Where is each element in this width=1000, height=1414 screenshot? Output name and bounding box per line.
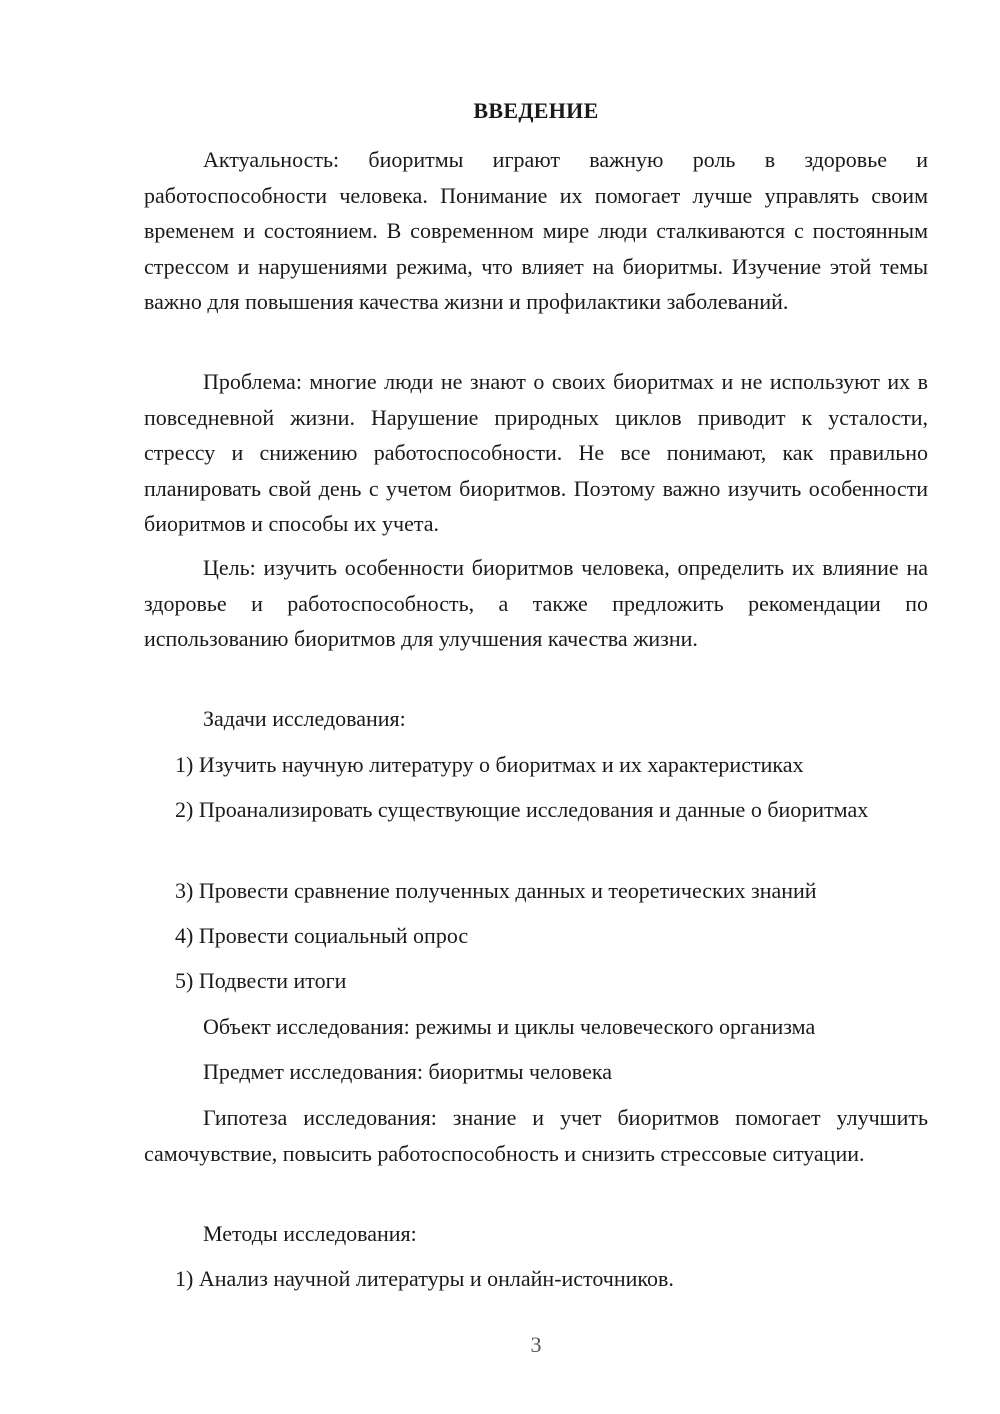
hypothesis-paragraph: Гипотеза исследования: знание и учет биоритмов помогает улучшить самочувствие, повысить работоспособность и снизить стрессовые ситуации.	[144, 1105, 928, 1166]
task-item-3: 3) Провести сравнение полученных данных и теоретических знаний	[175, 878, 817, 903]
problem-paragraph: Проблема: многие люди не знают о своих биоритмах и не используют их в повседневной жизни. Нарушение природных циклов приводит к усталости, стрессу и снижению работоспособности. Не все понимают, как правильно планировать свой день с учетом биоритмов. Поэтому важно изучить особенности биоритмов и способы их учета.	[144, 369, 928, 536]
research-object: Объект исследования: режимы и циклы человеческого организма	[203, 1014, 816, 1039]
task-item-5: 5) Подвести итоги	[175, 968, 347, 993]
task-item-1: 1) Изучить научную литературу о биоритмах и их характеристиках	[175, 752, 804, 777]
goal-paragraph: Цель: изучить особенности биоритмов человека, определить их влияние на здоровье и работоспособность, а также предложить рекомендации по использованию биоритмов для улучшения качества жизни.	[144, 555, 928, 651]
task-item-4: 4) Провести социальный опрос	[175, 923, 469, 948]
section-title: ВВЕДЕНИЕ	[473, 98, 599, 123]
tasks-heading: Задачи исследования:	[203, 706, 406, 731]
relevance-paragraph: Актуальность: биоритмы играют важную роль в здоровье и работоспособности человека. Понимание их помогает лучше управлять своим временем и состоянием. В современном мире люди сталкиваются с постоянным стрессом и нарушениями режима, что влияет на биоритмы. Изучение этой темы важно для повышения качества жизни и профилактики заболеваний.	[144, 147, 928, 314]
research-subject: Предмет исследования: биоритмы человека	[203, 1059, 612, 1084]
page-number: 3	[530, 1332, 542, 1357]
document-page	[144, 0, 928, 1414]
methods-heading: Методы исследования:	[203, 1221, 417, 1246]
task-item-2: 2) Проанализировать существующие исследования и данные о биоритмах	[175, 797, 869, 822]
method-item-1: 1) Анализ научной литературы и онлайн-источников.	[175, 1266, 674, 1291]
